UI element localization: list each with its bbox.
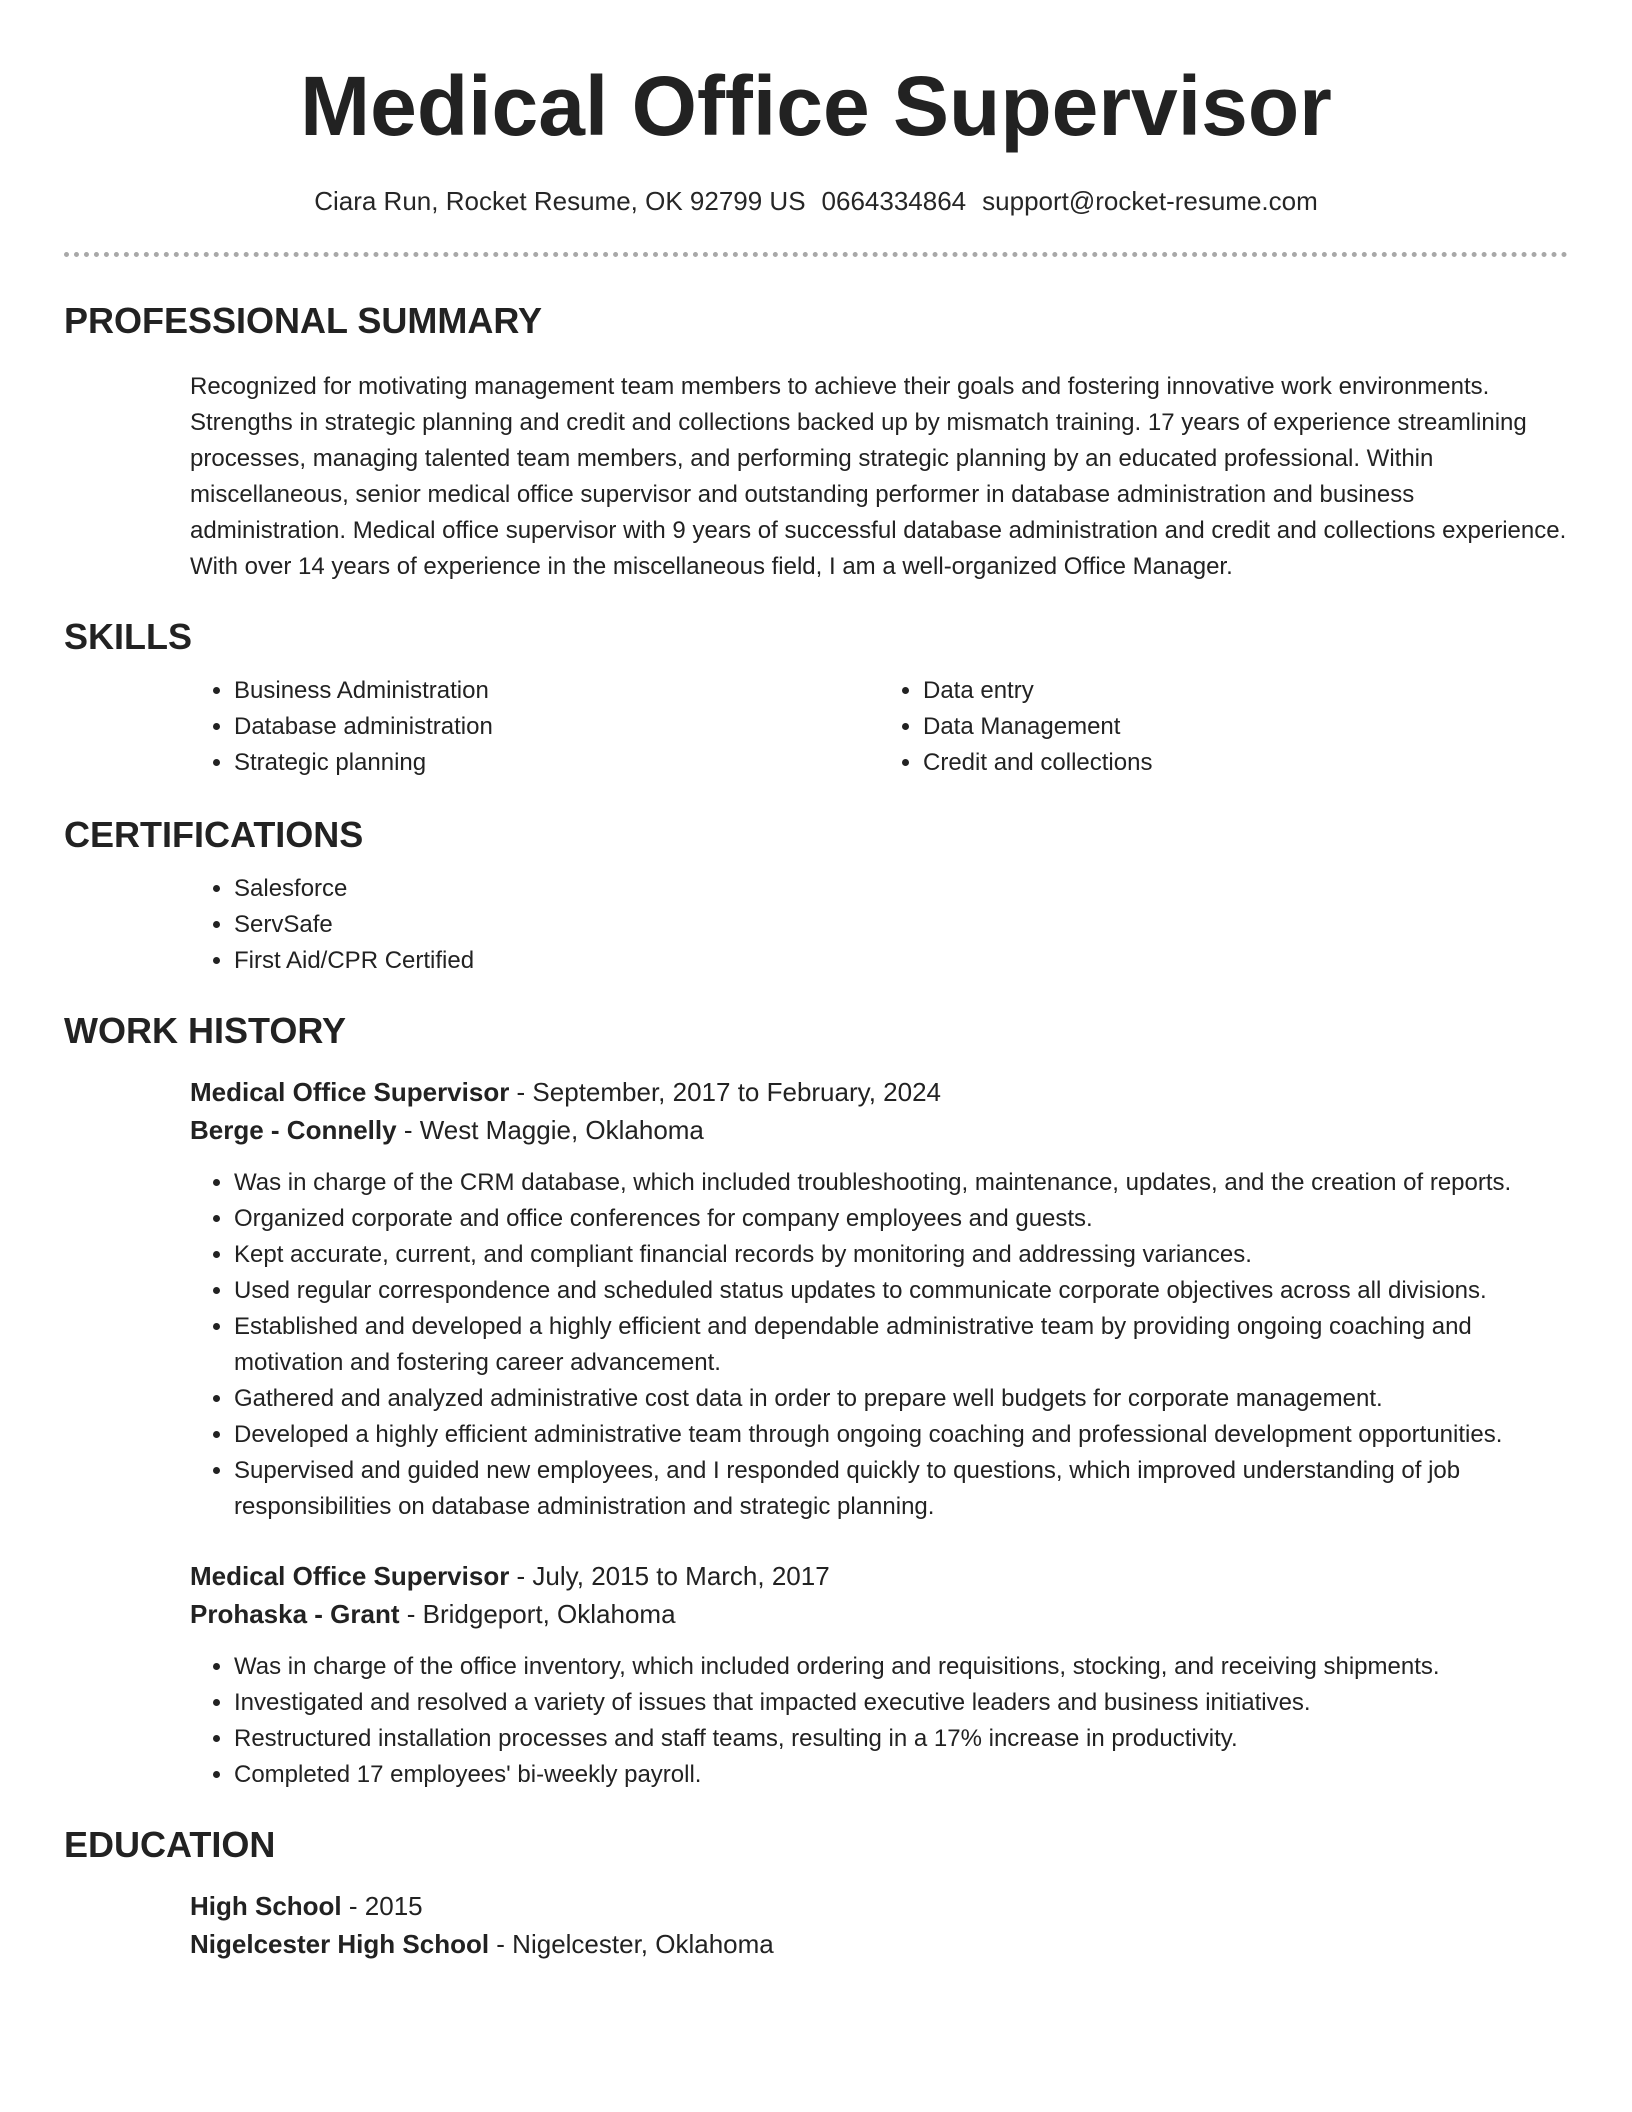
job-title: Medical Office Supervisor xyxy=(190,1561,510,1591)
job-bullet: • Completed 17 employees' bi-weekly payroll. xyxy=(234,1757,1568,1793)
job-bullet: • Supervised and guided new employees, and I responded quickly to questions, which improved understanding of job responsibilities on database administration and strategic planning. xyxy=(234,1453,1568,1525)
job-title-line xyxy=(190,1557,1568,1595)
job-bullet: • Investigated and resolved a variety of issues that impacted executive leaders and business initiatives. xyxy=(234,1685,1568,1721)
certifications-body xyxy=(64,871,1568,979)
skills-heading: SKILLS xyxy=(64,616,193,657)
skill-item: • Strategic planning xyxy=(234,745,879,781)
job-entry xyxy=(64,1557,1568,1793)
education-year: - 2015 xyxy=(341,1891,423,1921)
skills-grid xyxy=(64,673,1568,781)
work-history-section xyxy=(64,1009,1568,1793)
summary-text: Recognized for motivating management team members to achieve their goals and fostering innovative work environments. Strengths in strategic planning and credit and collections backed up by mismatch training. 17 years of experience streamlining processes, managing talented team members, and performing strategic planning by an educated professional. Within miscellaneous, senior medical office supervisor and outstanding performer in database administration and business administration. Medical office supervisor with 9 years of successful database administration and credit and collections experience. With over 14 years of experience in the miscellaneous field, I am a well-organized Office Manager. xyxy=(190,373,1567,580)
job-title: Medical Office Supervisor xyxy=(190,1077,510,1107)
skill-item: • Database administration xyxy=(234,709,879,745)
job-location: - West Maggie, Oklahoma xyxy=(396,1115,704,1145)
phone-text: 0664334864 xyxy=(821,186,967,216)
job-bullet: • Gathered and analyzed administrative cost data in order to prepare well budgets for corporate management. xyxy=(234,1381,1568,1417)
skills-list-left xyxy=(190,673,879,781)
certifications-list xyxy=(190,871,1568,979)
address-text: Ciara Run, Rocket Resume, OK 92799 US xyxy=(314,186,806,216)
job-title-line xyxy=(190,1073,1568,1111)
job-location: - Bridgeport, Oklahoma xyxy=(399,1599,676,1629)
job-bullet: • Organized corporate and office conferences for company employees and guests. xyxy=(234,1201,1568,1237)
skill-item: • Data entry xyxy=(923,673,1568,709)
job-bullets xyxy=(190,1165,1568,1525)
job-company: Prohaska - Grant xyxy=(190,1599,400,1629)
education-section xyxy=(64,1823,1568,1963)
email-text: support@rocket-resume.com xyxy=(982,186,1318,216)
education-degree: High School xyxy=(190,1891,342,1921)
job-company-line xyxy=(190,1111,1568,1149)
job-bullet: • Established and developed a highly efficient and dependable administrative team by providing ongoing coaching and motivation and fostering career advancement. xyxy=(234,1309,1568,1381)
education-entry xyxy=(64,1887,1568,1963)
job-entry xyxy=(64,1073,1568,1525)
summary-heading: PROFESSIONAL SUMMARY xyxy=(64,300,543,341)
job-bullet: • Used regular correspondence and scheduled status updates to communicate corporate objectives across all divisions. xyxy=(234,1273,1568,1309)
job-company: Berge - Connelly xyxy=(190,1115,397,1145)
summary-section xyxy=(64,299,1568,585)
skills-list-right xyxy=(879,673,1568,781)
skill-item: • Business Administration xyxy=(234,673,879,709)
job-bullets xyxy=(190,1649,1568,1793)
certification-item: • First Aid/CPR Certified xyxy=(234,943,1568,979)
certifications-section xyxy=(64,813,1568,979)
contact-line xyxy=(64,184,1568,218)
work-history-heading: WORK HISTORY xyxy=(64,1010,347,1051)
skill-item: • Data Management xyxy=(923,709,1568,745)
job-company-line xyxy=(190,1595,1568,1633)
education-school-line xyxy=(190,1925,1568,1963)
header-divider xyxy=(64,252,1568,257)
certifications-heading: CERTIFICATIONS xyxy=(64,814,364,855)
certification-item: • Salesforce xyxy=(234,871,1568,907)
summary-body xyxy=(64,369,1568,585)
skill-item: • Credit and collections xyxy=(923,745,1568,781)
job-bullet: • Restructured installation processes and staff teams, resulting in a 17% increase in productivity. xyxy=(234,1721,1568,1757)
education-school: Nigelcester High School xyxy=(190,1929,490,1959)
resume-title: Medical Office Supervisor xyxy=(300,59,1332,153)
job-bullet: • Was in charge of the CRM database, which included troubleshooting, maintenance, updates, and the creation of reports. xyxy=(234,1165,1568,1201)
job-bullet: • Was in charge of the office inventory, which included ordering and requisitions, stocking, and receiving shipments. xyxy=(234,1649,1568,1685)
skills-section xyxy=(64,615,1568,781)
education-heading: EDUCATION xyxy=(64,1824,276,1865)
job-bullet: • Developed a highly efficient administrative team through ongoing coaching and professional development opportunities. xyxy=(234,1417,1568,1453)
job-dates: - July, 2015 to March, 2017 xyxy=(509,1561,830,1591)
certification-item: • ServSafe xyxy=(234,907,1568,943)
education-degree-line xyxy=(190,1887,1568,1925)
job-bullet: • Kept accurate, current, and compliant financial records by monitoring and addressing variances. xyxy=(234,1237,1568,1273)
education-location: - Nigelcester, Oklahoma xyxy=(489,1929,774,1959)
job-dates: - September, 2017 to February, 2024 xyxy=(509,1077,941,1107)
